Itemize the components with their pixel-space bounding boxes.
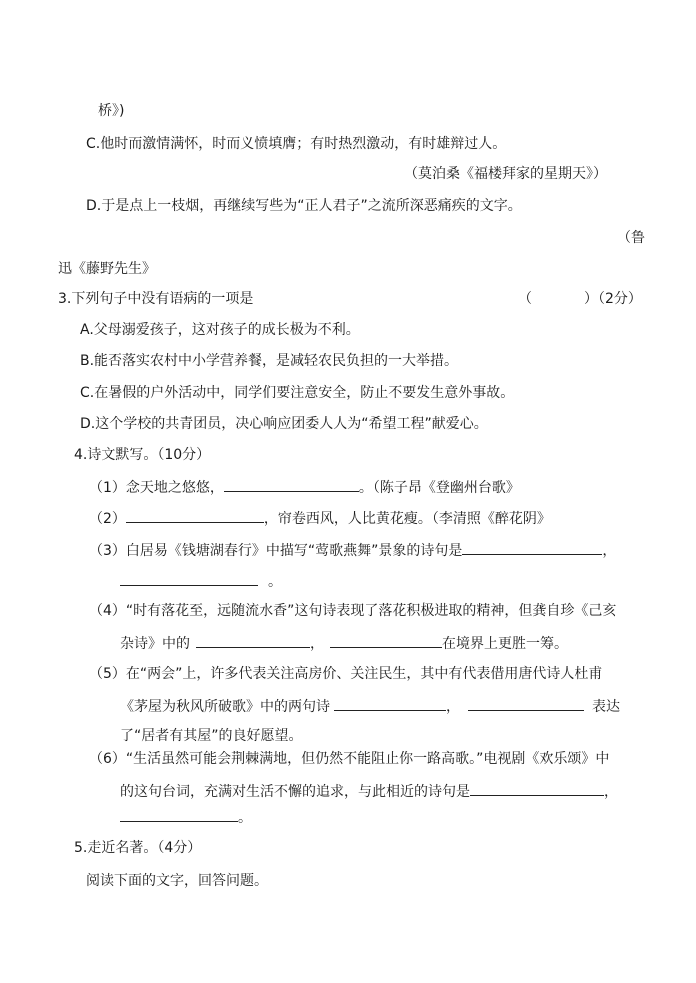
- poem-item-1: （1）念天地之悠悠， 。（陈子昂《登幽州台歌》: [89, 476, 520, 498]
- poem-item-6-cont: 的这句台词，充满对生活不懈的追求，与此相近的诗句是 ，: [120, 780, 618, 802]
- answer-blank[interactable]: [120, 570, 258, 586]
- answer-blank[interactable]: [330, 632, 442, 648]
- option-d: D.于是点上一枝烟，再继续写些为“正人君子”之流所深恶痛疾的文字。: [86, 198, 522, 214]
- option-d-source-start: （鲁: [617, 230, 645, 246]
- question-3-option-c: C.在暑假的户外活动中，同学们要注意安全，防止不要发生意外事故。: [80, 385, 515, 401]
- poem-item-5-cont: 《茅屋为秋风所破歌》中的两句诗 ， 表达: [120, 695, 620, 717]
- question-3-option-b: B.能否落实农村中小学营养餐，是减轻农民负担的一大举措。: [80, 353, 459, 369]
- question-5-title: 5.走近名著。（4分）: [74, 840, 202, 856]
- bracket-close: ）: [584, 291, 598, 307]
- poem-item-3: （3）白居易《钱塘湖春行》中描写“莺歌燕舞”景象的诗句是 ，: [89, 539, 616, 561]
- answer-blank[interactable]: [468, 695, 584, 711]
- poem-item-5-end: 了“居者有其屋”的良好愿望。: [120, 728, 303, 744]
- question-3-answer-bracket: [518, 289, 642, 309]
- answer-blank[interactable]: [196, 632, 310, 648]
- answer-blank[interactable]: [334, 695, 446, 711]
- option-c-source: （莫泊桑《福楼拜家的星期天》）: [404, 166, 607, 182]
- option-d-source-end: 迅《藤野先生》: [58, 261, 156, 277]
- poem-item-4-cont: 杂诗》中的 ， 在境界上更胜一筹。: [120, 632, 568, 654]
- question-3-score: （2分）: [598, 291, 642, 307]
- option-c: C.他时而激情满怀，时而义愤填膺；有时热烈激动，有时雄辩过人。: [86, 136, 507, 152]
- answer-blank[interactable]: [224, 476, 359, 492]
- poem-item-3-cont: 。: [120, 570, 282, 592]
- poem-item-4: （4）“时有落花至，远随流水香”这句诗表现了落花积极进取的精神，但龚自珍《己亥: [89, 603, 617, 619]
- poem-item-2: （2） ，帘卷西风，人比黄花瘦。（李清照《醉花阴》: [89, 507, 551, 529]
- bracket-open: （: [518, 291, 532, 307]
- answer-blank[interactable]: [120, 806, 238, 822]
- question-4-title: 4.诗文默写。（10分）: [74, 447, 211, 463]
- question-5-instruction: 阅读下面的文字，回答问题。: [86, 873, 268, 889]
- answer-blank[interactable]: [126, 507, 264, 523]
- poem-item-6: （6）“生活虽然可能会荆棘满地，但仍然不能阻止你一路高歌。”电视剧《欢乐颂》中: [89, 751, 610, 767]
- poem-item-5: （5）在“两会”上，许多代表关注高房价、关注民生，其中有代表借用唐代诗人杜甫: [89, 666, 603, 682]
- question-3-title: 3.下列句子中没有语病的一项是: [58, 291, 254, 307]
- question-3-option-d: D.这个学校的共青团员，决心响应团委人人为“希望工程”献爱心。: [80, 416, 488, 432]
- answer-blank[interactable]: [462, 539, 602, 555]
- option-b-source-tail: 桥》): [98, 103, 125, 119]
- question-3-option-a: A.父母溺爱孩子，这对孩子的成长极为不利。: [80, 322, 360, 338]
- poem-item-6-end: 。: [120, 806, 252, 828]
- answer-blank[interactable]: [470, 780, 604, 796]
